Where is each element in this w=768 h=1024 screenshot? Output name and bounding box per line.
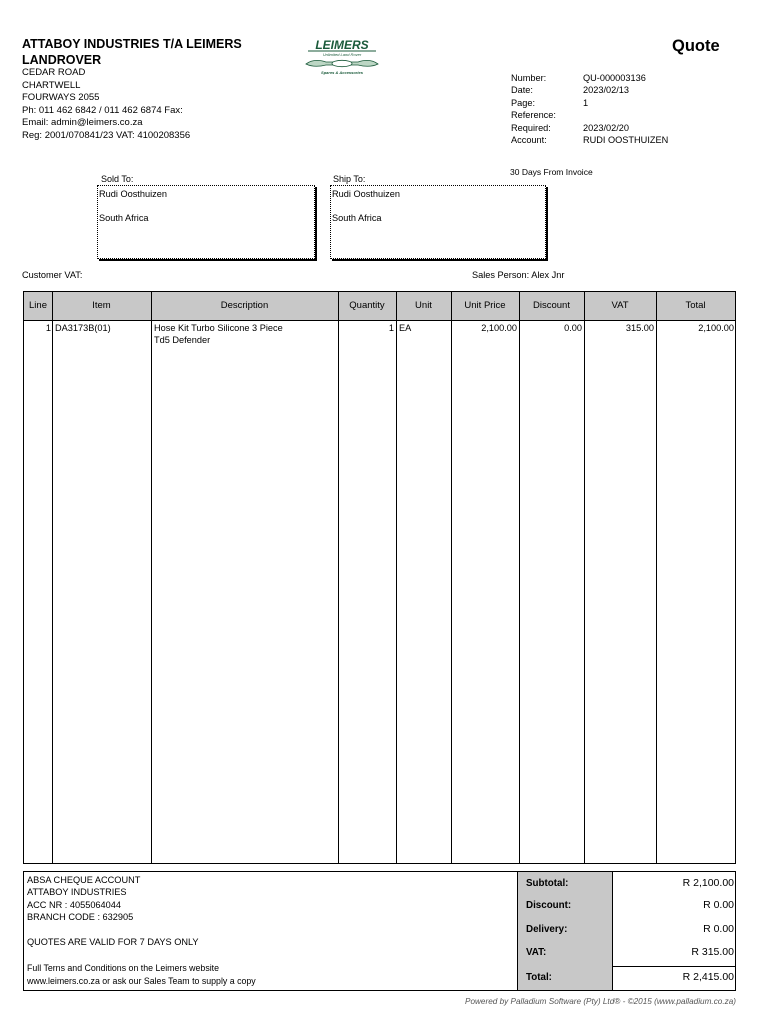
ship-to-address: [331, 186, 545, 226]
sold-to-country: South Africa: [99, 213, 149, 223]
customer-vat: Customer VAT:: [22, 270, 83, 280]
ship-to-box: [330, 185, 546, 259]
total-separator: [613, 966, 736, 967]
meta-date: Date: 2023/02/13: [511, 85, 629, 96]
vat-label: VAT:: [526, 947, 547, 958]
sold-to-name: Rudi Oosthuizen: [99, 189, 167, 199]
sold-to-box: [97, 185, 315, 259]
row-item: DA3173B(01): [55, 323, 111, 333]
total-value: R 2,415.00: [682, 971, 734, 983]
vat-value: R 315.00: [691, 946, 734, 958]
payment-terms: 30 Days From Invoice: [510, 167, 593, 177]
document-title: Quote: [672, 37, 720, 55]
meta-required: Required: 2023/02/20: [511, 122, 629, 133]
bank-details: ABSA CHEQUE ACCOUNT ATTABOY INDUSTRIES ACC NR : 4055064044 BRANCH CODE : 632905: [27, 875, 141, 922]
ship-to-name: Rudi Oosthuizen: [332, 189, 400, 199]
company-line: CEDAR ROAD: [22, 67, 86, 78]
logo-brand: LEIMERS: [315, 38, 369, 52]
row-description: Hose Kit Turbo Silicone 3 Piece Td5 Defender: [154, 323, 283, 345]
discount-label: Discount:: [526, 900, 572, 911]
subtotal-label: Subtotal:: [526, 878, 569, 889]
meta-account: Account: RUDI OOSTHUIZEN: [511, 135, 669, 146]
company-line: CHARTWELL: [22, 79, 81, 91]
ship-to-label: Ship To:: [333, 174, 366, 184]
meta-reference: Reference:: [511, 110, 556, 121]
sold-to-address: [98, 186, 314, 226]
header-total: Total: [685, 300, 706, 311]
row-total: 2,100.00: [698, 323, 734, 333]
row-line: 1: [45, 323, 51, 333]
company-address: [22, 67, 190, 143]
logo-subtitle: Spares & Accessories: [321, 70, 363, 75]
leimers-logo: [302, 37, 382, 77]
total-label: Total:: [526, 972, 552, 983]
row-discount: 0.00: [564, 323, 582, 333]
logo-tagline: Unlimited Land Rover: [322, 52, 362, 57]
row-unit-price: 2,100.00: [481, 323, 517, 333]
header-vat: VAT: [611, 300, 629, 311]
company-email: Email: admin@leimers.co.za: [22, 117, 143, 129]
terms-notice: Full Terns and Conditions on the Leimers website www.leimers.co.za or ask our Sales Team to supply a copy: [27, 963, 256, 986]
header-item: Item: [92, 300, 111, 311]
subtotal-value: R 2,100.00: [682, 877, 734, 889]
company-name: ATTABOY INDUSTRIES T/A LEIMERS LANDROVER: [22, 37, 242, 67]
quote-meta: [511, 72, 668, 146]
header-description: Description: [220, 300, 269, 311]
powered-by: Powered by Palladium Software (Pty) Ltd® - ©2015 (www.palladium.co.za): [465, 997, 736, 1006]
row-unit: EA: [399, 323, 412, 333]
header-unit-price: Unit Price: [464, 300, 506, 311]
header-line: Line: [29, 300, 47, 311]
ship-to-country: South Africa: [332, 213, 382, 223]
company-phone: Ph: 011 462 6842 / 011 462 6874 Fax:: [22, 104, 183, 116]
company-line: FOURWAYS 2055: [22, 92, 100, 104]
header-quantity: Quantity: [349, 300, 385, 311]
delivery-label: Delivery:: [526, 924, 568, 935]
header-discount: Discount: [533, 300, 570, 311]
row-quantity: 1: [388, 323, 394, 333]
row-vat: 315.00: [625, 323, 654, 333]
line-items-table: [23, 291, 736, 864]
quote-validity: QUOTES ARE VALID FOR 7 DAYS ONLY: [27, 937, 199, 947]
meta-number: Number: QU-000003136: [511, 73, 646, 83]
discount-value: R 0.00: [703, 899, 734, 911]
sales-person: Sales Person: Alex Jnr: [472, 270, 565, 280]
company-reg: Reg: 2001/070841/23 VAT: 4100208356: [22, 129, 191, 141]
sold-to-label: Sold To:: [101, 174, 134, 184]
delivery-value: R 0.00: [703, 923, 734, 935]
header-unit: Unit: [415, 300, 432, 311]
meta-page: Page: 1: [511, 97, 589, 108]
